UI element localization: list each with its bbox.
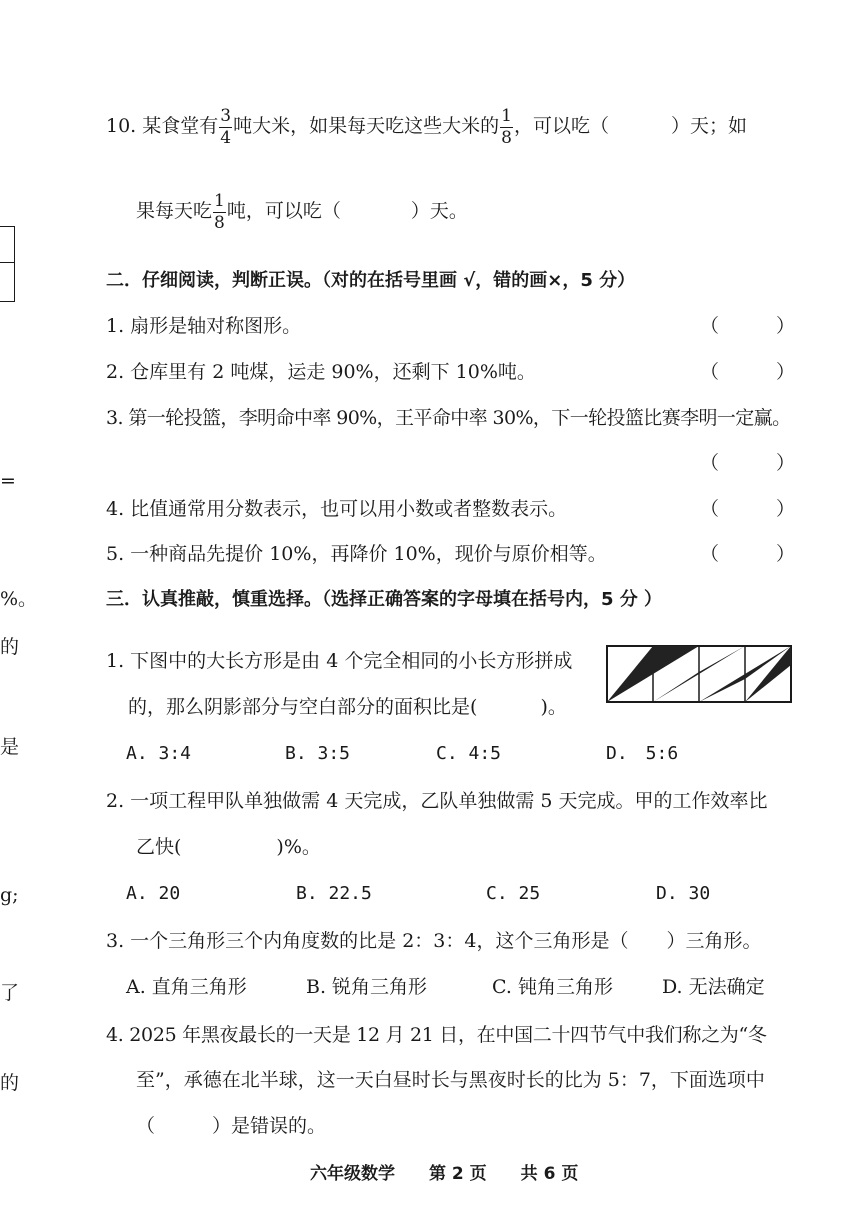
- margin-fragment: 了: [0, 982, 20, 1004]
- question-10-line1: [106, 103, 747, 149]
- q10-text-a: 10. 某食堂有: [106, 115, 219, 137]
- choice-q1-line1: 1. 下图中的大长方形是由 4 个完全相同的小长方形拼成: [106, 650, 573, 672]
- q3-option-b[interactable]: B. 锐角三角形: [306, 976, 428, 998]
- q2-option-d[interactable]: D. 30: [656, 883, 711, 904]
- q10-text-b: 吨大米，如果每天吃这些大米的: [233, 115, 500, 137]
- fraction-1-8: $\frac{1}{8}$: [501, 106, 512, 148]
- margin-fragment: %。: [0, 588, 38, 610]
- section-3-heading: 三．认真推敲，慎重选择。（选择正确答案的字母填在括号内，5 分 ）: [106, 589, 663, 610]
- judge-paren-5[interactable]: （ ）: [700, 543, 796, 565]
- page-footer: 六年级数学 第 2 页 共 6 页: [310, 1164, 579, 1184]
- judge-item-5: 5. 一种商品先提价 10%，再降价 10%，现价与原价相等。: [106, 543, 607, 565]
- margin-fragment: g;: [0, 884, 19, 906]
- q3-option-c[interactable]: C. 钝角三角形: [492, 976, 613, 998]
- fraction-3-4: $\frac{3}{4}$: [220, 106, 232, 148]
- judge-item-2: 2. 仓库里有 2 吨煤，运走 90%，还剩下 10%吨。: [106, 361, 536, 383]
- margin-rule: [0, 262, 14, 263]
- section-2-heading: 二．仔细阅读，判断正误。（对的在括号里画 √，错的画×，5 分）: [106, 270, 636, 291]
- judge-paren-3[interactable]: （ ）: [700, 452, 796, 474]
- choice-q3-line1: 3. 一个三角形三个内角度数的比是 2：3：4，这个三角形是（ ）三角形。: [106, 930, 762, 952]
- q10-text-f: 吨，可以吃（: [226, 200, 341, 222]
- judge-item-3: 3. 第一轮投篮，李明命中率 90%，王平命中率 30%，下一轮投篮比赛李明一定赢。: [106, 407, 791, 429]
- q1-option-c[interactable]: C. 4:5: [436, 743, 502, 764]
- choice-q2-line2: 乙快( )%。: [136, 836, 321, 858]
- q3-option-d[interactable]: D. 无法确定: [662, 976, 765, 998]
- margin-score-box: [0, 226, 15, 302]
- margin-fragment: 是: [0, 736, 20, 758]
- q10-text-e: 果每天吃: [136, 200, 213, 222]
- rectangle-figure: [606, 645, 792, 703]
- q10-text-g: ）天。: [410, 200, 468, 222]
- choice-q4-line3: （ ）是错误的。: [136, 1115, 327, 1137]
- q1-option-d[interactable]: D. 5:6: [606, 743, 679, 764]
- judge-paren-2[interactable]: （ ）: [700, 361, 796, 383]
- choice-q2-line1: 2. 一项工程甲队单独做需 4 天完成，乙队单独做需 5 天完成。甲的工作效率比: [106, 790, 768, 812]
- fraction-1-8-ton: $\frac{1}{8}$: [214, 191, 225, 233]
- q1-option-b[interactable]: B. 3:5: [285, 743, 351, 764]
- judge-item-1: 1. 扇形是轴对称图形。: [106, 315, 302, 337]
- choice-q4-line1: 4. 2025 年黑夜最长的一天是 12 月 21 日，在中国二十四节气中我们称之为“冬: [106, 1024, 767, 1046]
- choice-q4-line2: 至”，承德在北半球，这一天白昼时长与黑夜时长的比为 5：7，下面选项中: [136, 1069, 765, 1091]
- judge-item-4: 4. 比值通常用分数表示，也可以用小数或者整数表示。: [106, 498, 568, 520]
- choice-q1-line2: 的，那么阴影部分与空白部分的面积比是( )。: [128, 696, 567, 718]
- q2-option-b[interactable]: B. 22.5: [296, 883, 372, 904]
- margin-fragment: =: [0, 470, 16, 492]
- q10-text-d: ）天；如: [670, 115, 747, 137]
- q1-option-a[interactable]: A. 3:4: [126, 743, 192, 764]
- judge-paren-1[interactable]: （ ）: [700, 315, 796, 337]
- q2-option-a[interactable]: A. 20: [126, 883, 181, 904]
- q3-option-a[interactable]: A. 直角三角形: [126, 976, 247, 998]
- judge-paren-4[interactable]: （ ）: [700, 498, 796, 520]
- q2-option-c[interactable]: C. 25: [486, 883, 541, 904]
- question-10-line2: [136, 188, 468, 234]
- q10-text-c: ，可以吃（: [513, 115, 609, 137]
- margin-fragment: 的: [0, 636, 20, 658]
- margin-fragment: 的: [0, 1072, 20, 1094]
